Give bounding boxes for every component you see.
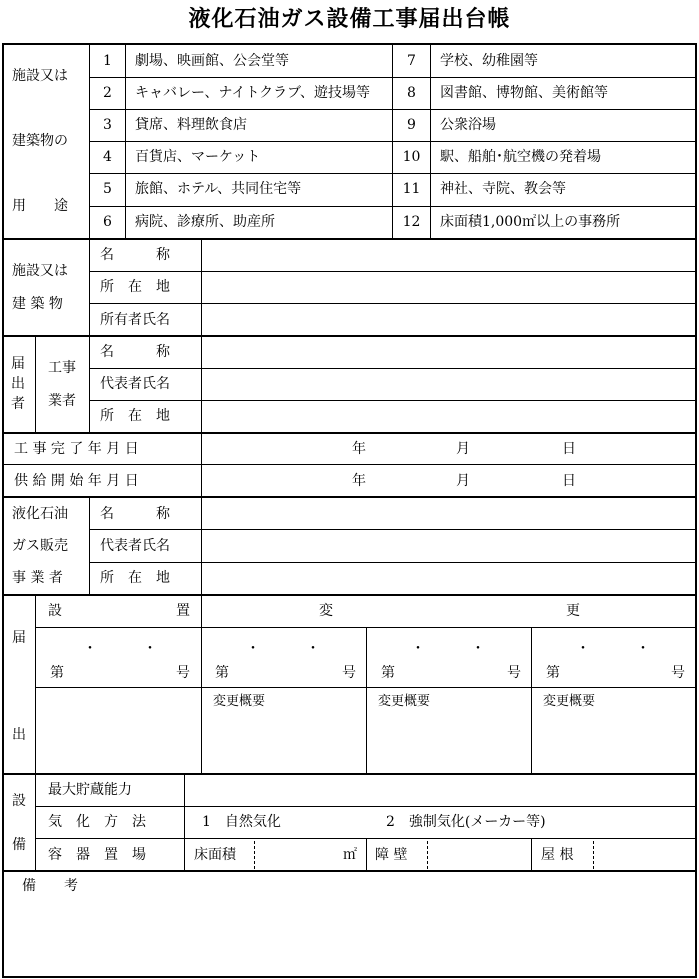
contractor-label-2: 業者 <box>48 393 76 409</box>
uses-label-2: 建築物の <box>12 133 68 149</box>
use-text-8: 図書館、博物館、美術館等 <box>440 85 608 101</box>
completion-year: 年 <box>352 441 366 457</box>
supply-date-label: 供 給 開 始 年 月 日 <box>14 473 139 489</box>
use-no-2: 2 <box>103 85 112 101</box>
change-label-1: 変 <box>319 603 333 619</box>
notification-label-bottom: 出 <box>12 727 26 743</box>
contractor-name-label: 名 称 <box>100 344 170 360</box>
equipment-label-2: 備 <box>12 837 26 853</box>
seller-label-3: 事 業 者 <box>12 570 63 586</box>
seller-address-label: 所 在 地 <box>100 570 170 586</box>
use-no-8: 8 <box>407 85 416 101</box>
change2-no-suffix: 号 <box>507 665 521 681</box>
building-address-label: 所 在 地 <box>100 279 170 295</box>
container-storage-label: 容 器 置 場 <box>48 847 146 863</box>
use-text-6: 病院、診療所、助産所 <box>135 214 275 230</box>
use-text-9: 公衆浴場 <box>440 117 496 133</box>
change1-summary-label: 変更概要 <box>213 694 266 709</box>
use-text-12: 床面積1,000㎡以上の事務所 <box>440 214 621 230</box>
vaporization-option-1: 1 自然気化 <box>202 814 281 830</box>
change1-date-dot-2: ・ <box>306 641 320 657</box>
uses-label-3: 用 途 <box>12 198 68 214</box>
floor-area-unit: ㎡ <box>343 847 357 863</box>
use-text-11: 神社、寺院、教会等 <box>440 181 566 197</box>
use-text-1: 劇場、映画館、公会堂等 <box>135 53 289 69</box>
change1-no-suffix: 号 <box>342 665 356 681</box>
seller-rep-label: 代表者氏名 <box>100 538 170 554</box>
seller-label-2: ガス販売 <box>12 538 68 554</box>
building-label-1: 施設又は <box>12 263 68 279</box>
setup-label-2: 置 <box>176 603 190 619</box>
change1-date-dot-1: ・ <box>246 641 260 657</box>
vaporization-label: 気 化 方 法 <box>48 814 146 830</box>
change3-date-dot-2: ・ <box>636 641 650 657</box>
use-no-6: 6 <box>103 214 112 230</box>
change3-summary-label: 変更概要 <box>543 694 596 709</box>
use-no-3: 3 <box>103 117 112 133</box>
use-text-4: 百貨店、マーケット <box>135 149 261 165</box>
change3-no-prefix: 第 <box>546 665 560 681</box>
equipment-label-1: 設 <box>12 793 26 809</box>
completion-day: 日 <box>562 441 576 457</box>
uses-label-1: 施設又は <box>12 68 68 84</box>
change3-date-dot-1: ・ <box>576 641 590 657</box>
barrier-label: 障 壁 <box>375 847 408 863</box>
setup-label-1: 設 <box>48 603 62 619</box>
building-label-2: 建 築 物 <box>12 296 63 312</box>
use-text-7: 学校、幼稚園等 <box>440 53 538 69</box>
building-owner-label: 所有者氏名 <box>100 312 170 328</box>
vaporization-option-2: 2 強制気化(メーカー等) <box>386 814 546 830</box>
supply-month: 月 <box>456 473 470 489</box>
setup-date-dot-1: ・ <box>83 641 97 657</box>
use-no-4: 4 <box>103 149 112 165</box>
supply-year: 年 <box>352 473 366 489</box>
use-no-10: 10 <box>402 149 421 165</box>
contractor-address-label: 所 在 地 <box>100 408 170 424</box>
use-no-1: 1 <box>103 53 112 69</box>
roof-label: 屋 根 <box>541 847 574 863</box>
notification-label-top: 届 <box>12 630 26 646</box>
seller-label-1: 液化石油 <box>12 506 68 522</box>
change2-date-dot-2: ・ <box>471 641 485 657</box>
contractor-rep-label: 代表者氏名 <box>100 376 170 392</box>
remarks-label: 備 考 <box>22 878 78 894</box>
seller-name-label: 名 称 <box>100 506 170 522</box>
building-name-label: 名 称 <box>100 247 170 263</box>
completion-date-label: 工 事 完 了 年 月 日 <box>14 441 139 457</box>
contractor-label-1: 工事 <box>48 360 76 376</box>
change-label-2: 更 <box>566 603 580 619</box>
setup-no-suffix: 号 <box>176 665 190 681</box>
completion-month: 月 <box>456 441 470 457</box>
use-no-7: 7 <box>407 53 416 69</box>
change3-no-suffix: 号 <box>671 665 685 681</box>
change2-date-dot-1: ・ <box>411 641 425 657</box>
setup-date-dot-2: ・ <box>143 641 157 657</box>
change2-summary-label: 変更概要 <box>378 694 431 709</box>
use-text-10: 駅、船舶･航空機の発着場 <box>440 149 601 165</box>
contractor-outer-label: 届出者 <box>11 356 25 412</box>
page-title: 液化石油ガス設備工事届出台帳 <box>188 7 511 32</box>
use-text-3: 貸席、料理飲食店 <box>135 117 247 133</box>
use-no-11: 11 <box>402 181 421 197</box>
setup-no-prefix: 第 <box>50 665 64 681</box>
use-no-5: 5 <box>103 181 112 197</box>
supply-day: 日 <box>562 473 576 489</box>
use-text-5: 旅館、ホテル、共同住宅等 <box>135 181 302 197</box>
max-storage-label: 最大貯蔵能力 <box>48 782 132 798</box>
floor-area-label: 床面積 <box>194 847 236 863</box>
use-no-12: 12 <box>402 214 421 230</box>
use-text-2: キャバレー、ナイトクラブ、遊技場等 <box>135 85 371 101</box>
use-no-9: 9 <box>407 117 416 133</box>
change2-no-prefix: 第 <box>381 665 395 681</box>
change1-no-prefix: 第 <box>215 665 229 681</box>
